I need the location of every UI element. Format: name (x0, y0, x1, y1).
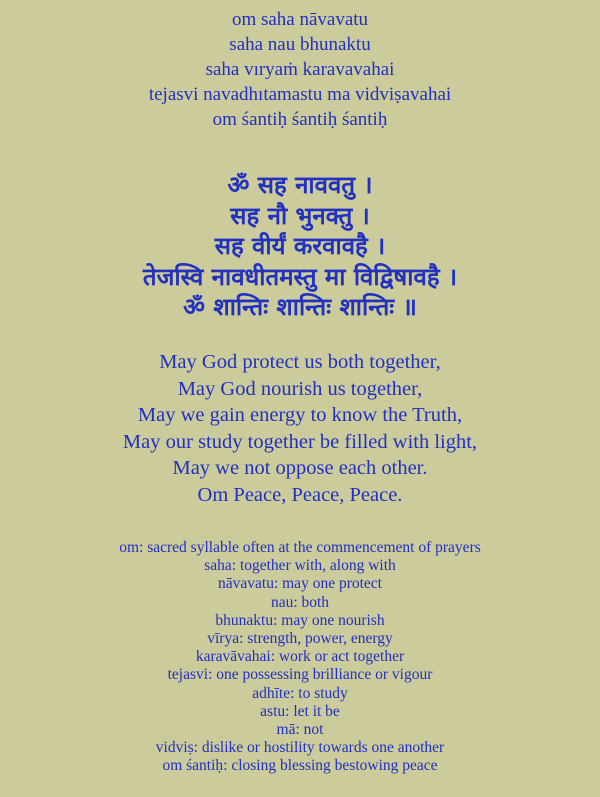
glossary-entry: tejasvi: one possessing brilliance or vigour (167, 666, 433, 684)
glossary-entry: adhīte: to study (252, 684, 348, 702)
translation-line: May our study together be filled with light, (122, 430, 478, 453)
transliteration-line: om śantiḥ śantiḥ śantiḥ (212, 109, 388, 130)
glossary-entry: saha: together with, along with (204, 557, 396, 575)
transliteration-line: saha nau bhunaktu (229, 34, 371, 55)
glossary-entry: om śantiḥ: closing blessing bestowing peace (162, 757, 438, 775)
glossary-entry: om: sacred syllable often at the commencement of prayers (119, 539, 481, 556)
devanagari-line: ॐ शान्तिः शान्तिः शान्तिः ॥ (183, 293, 417, 321)
translation-line: Om Peace, Peace, Peace. (197, 483, 403, 506)
translation-block (0, 349, 600, 508)
devanagari-block (0, 170, 600, 323)
glossary-entry: vīrya: strength, power, energy (207, 630, 393, 648)
translation-line: May we gain energy to know the Truth, (137, 404, 463, 426)
translation-line: May we not oppose each other. (172, 457, 428, 479)
translation-line: May God protect us both together, (159, 351, 441, 373)
glossary-entry: vidviṣ: dislike or hostility towards one another (155, 739, 445, 757)
devanagari-line: सह नौ भुनक्तु । (230, 201, 370, 230)
devanagari-line: सह वीर्यं करवावहै । (214, 232, 386, 260)
devanagari-line: तेजस्वि नावधीतमस्तु मा विद्विषावहै । (142, 262, 458, 291)
glossary-entry: mā: not (276, 721, 324, 739)
glossary-entry: karavāvahai: work or act together (195, 648, 405, 666)
glossary-entry: astu: let it be (260, 702, 340, 720)
devanagari-line: ॐ सह नाववतु । (227, 171, 373, 199)
glossary-entry: nāvavatu: may one protect (218, 575, 382, 593)
transliteration-line: saha vıryaṁ karavavahai (205, 59, 395, 80)
glossary-block (0, 539, 600, 776)
transliteration-line: om saha nāvavatu (231, 9, 369, 30)
translation-line: May God nourish us together, (177, 377, 423, 400)
glossary-entry: nau: both (270, 593, 330, 611)
transliteration-block (0, 7, 600, 132)
transliteration-line: tejasvi navadhıtamastu ma vidviṣavahai (148, 84, 452, 105)
glossary-entry: bhunaktu: may one nourish (215, 611, 385, 629)
